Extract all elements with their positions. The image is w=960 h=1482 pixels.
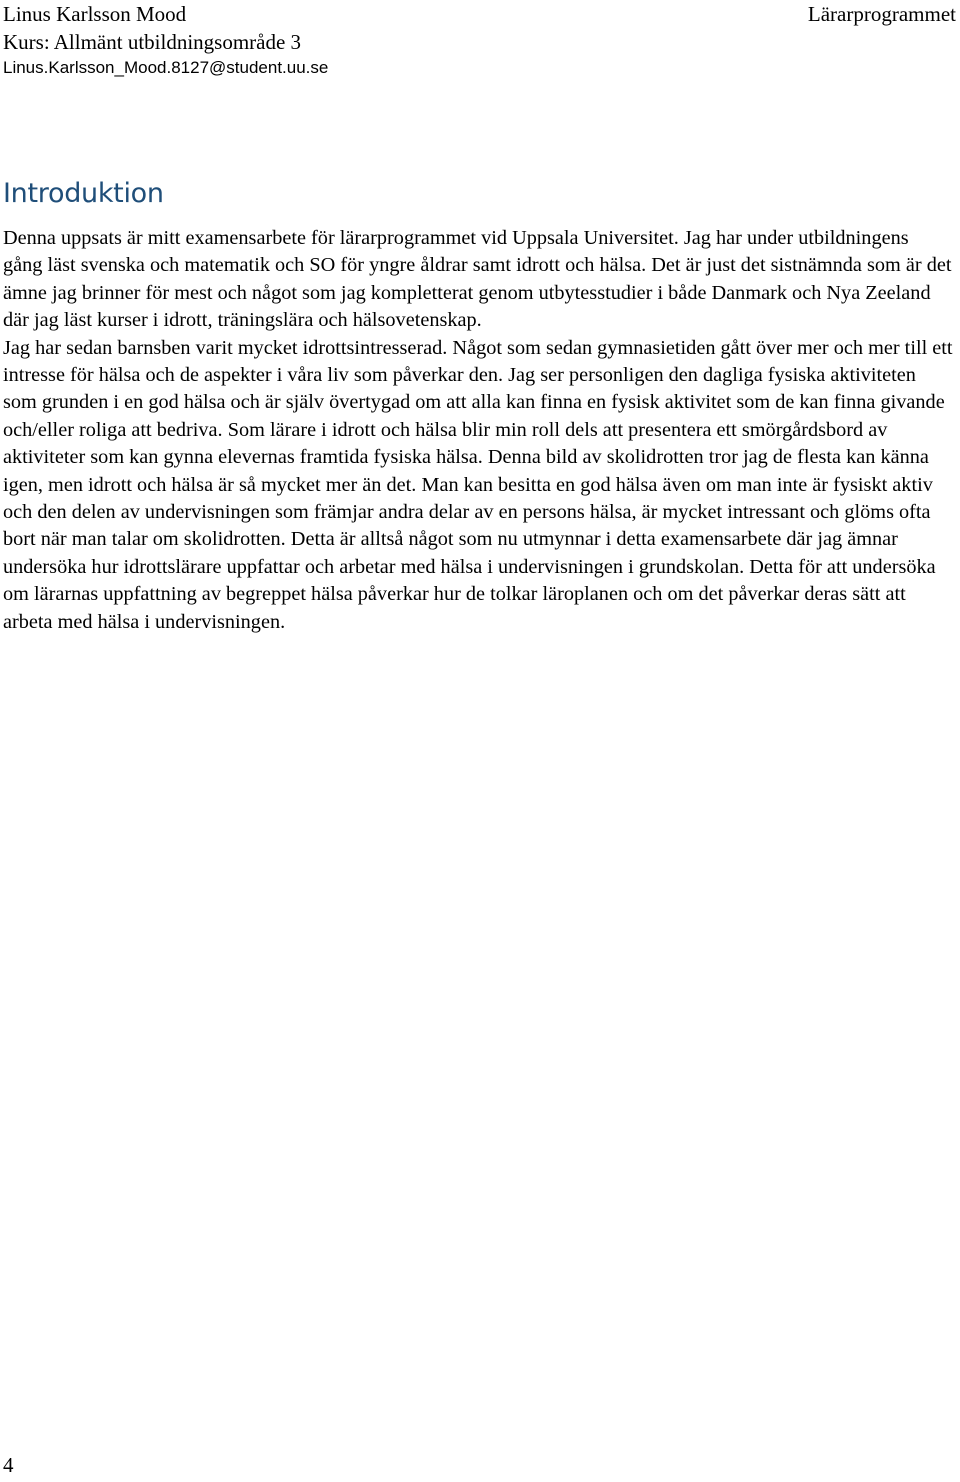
page-header <box>3 0 603 80</box>
paragraph: Denna uppsats är mitt examensarbete för lärarprogrammet vid Uppsala Universitet. Jag har under utbildningens gång läst svenska och matematik och SO för yngre åldrar samt idrott och hälsa. Det är just det sistnämnda som är det ämne jag brinner för mest och något som jag kompletterat genom utbytesstudier i både Danmark och Nya Zeeland där jag läst kurser i idrott, träningslära och hälsovetenskap. <box>3 227 952 332</box>
author-name: Linus Karlsson Mood <box>3 2 187 26</box>
page-number: 4 <box>3 1453 14 1477</box>
author-email: Linus.Karlsson_Mood.8127@student.uu.se <box>3 58 329 77</box>
paragraph: Jag har sedan barnsben varit mycket idrottsintresserad. Något som sedan gymnasietiden gått över mer och mer till ett intresse för hälsa och de aspekter i våra liv som påverkar den. Jag ser personligen den dagliga fysiska aktiviteten som grunden i en god hälsa och är själv övertygad om att alla kan finna en fysisk aktivitet som de kan finna givande och/eller roliga att bedriva. Som lärare i idrott och hälsa blir min roll dels att presentera ett smörgårdsbord av aktiviteter som kan gynna elevernas framtida fysiska hälsa. Denna bild av skolidrotten tror jag de flesta kan känna igen, men idrott och hälsa är så mycket mer än det. Man kan besitta en god hälsa även om man inte är fysiskt aktiv och den delen av undervisningen som främjar andra delar av en persons hälsa, är mycket intressant och glöms ofta bort när man talar om skolidrotten. Detta är alltså något som nu utmynnar i detta examensarbete där jag ämnar undersöka hur idrottslärare uppfattar och arbetar med hälsa i undervisningen i grundskolan. Detta för att undersöka om lärarnas uppfattning av begreppet hälsa påverkar hur de tolkar läroplanen och om det påverkar deras sätt att arbeta med hälsa i undervisningen. <box>3 336 953 633</box>
program-name: Lärarprogrammet <box>807 2 956 26</box>
course-name: Kurs: Allmänt utbildningsområde 3 <box>3 30 302 54</box>
section-body <box>3 225 953 636</box>
section-heading: Introduktion <box>3 178 164 209</box>
